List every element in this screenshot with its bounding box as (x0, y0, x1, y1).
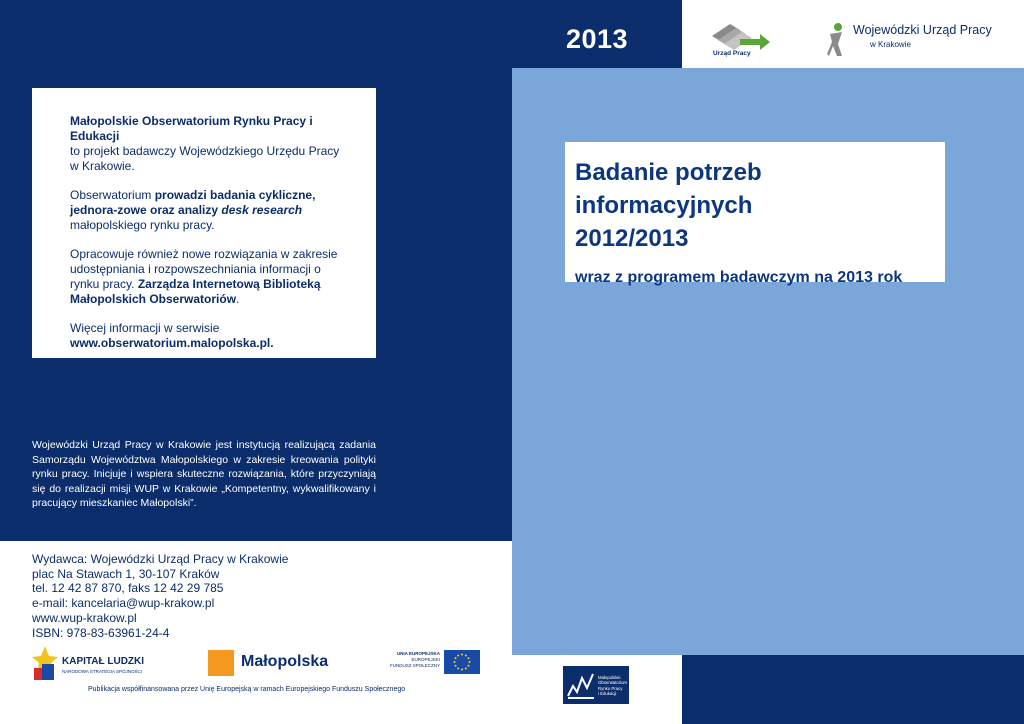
cover-subtitle: wraz z programem badawczym na 2013 rok (575, 269, 903, 286)
publisher-isbn: ISBN: 978-83-63961-24-4 (32, 625, 170, 640)
publisher-name: Wydawca: Wojewódzki Urząd Pracy w Krakowie (32, 552, 289, 566)
eu-label (385, 651, 440, 669)
info-bold-text: Zarządza Internetową Biblioteką Małopolskich Obserwatoriów (70, 277, 321, 306)
info-paragraph-4 (70, 321, 346, 351)
eu-line-1: UNIA EUROPEJSKA (396, 651, 440, 656)
observatory-name: Małopolskie Obserwatorium Rynku Pracy i Edukacji (70, 114, 313, 143)
info-text: Więcej informacji w serwisie (70, 321, 220, 335)
wup-location: w Krakowie (870, 40, 911, 49)
bottom-band (682, 655, 1024, 724)
cover-title-box (565, 142, 945, 286)
cover-title (575, 156, 935, 255)
malopolska-name: Małopolska (241, 653, 329, 670)
observatory-line-3: Rynku Pracy (598, 685, 623, 691)
info-text: to projekt badawczy Wojewódzkiego Urzędu Pracy (70, 144, 340, 158)
info-text: w Krakowie. (70, 159, 135, 173)
kapital-ludzki-subtitle: NARODOWA STRATEGIA SPÓJNOŚCI (62, 669, 143, 674)
observatory-info-box (32, 88, 376, 358)
observatory-line-4: i Edukacji (598, 690, 617, 696)
info-text: . (236, 292, 240, 306)
observatory-line-2: Obserwatorium (598, 680, 628, 686)
info-paragraph-1 (70, 114, 346, 174)
observatory-line-1: Małopolskie (598, 675, 621, 680)
eu-line-3: FUNDUSZ SPOŁECZNY (389, 663, 440, 668)
info-paragraph-2 (70, 188, 346, 233)
urzad-pracy-label: Urząd Pracy (713, 50, 751, 57)
kapital-ludzki-logo-icon (32, 644, 58, 680)
mission-statement: Wojewódzki Urząd Pracy w Krakowie jest instytucją realizującą zadania Samorządu Województwa Małopolskiego w zakresie kreowania polityki rynku pracy. Inicjuje i wspiera skuteczne rozwiązania, które przyczyniają się do realizacji misji WUP w Krakowie „Kompetentny, wykwalifikowany i pracujący mieszkaniec Małopolski”. (32, 439, 376, 509)
publisher-phone: tel. 12 42 87 870, faks 12 42 29 785 (32, 581, 224, 596)
observatory-logo-text (598, 675, 627, 696)
publisher-info (32, 552, 288, 640)
title-line-2: 2012/2013 (575, 225, 689, 252)
info-text: Opracowuje również nowe rozwiązania w zakresie udostępniania i rozpowszechniania informacji o rynku pracy. (70, 247, 338, 291)
desk-research-text: desk research (221, 203, 303, 217)
eu-line-2: EUROPEJSKI (411, 657, 440, 662)
wup-logo-icon (826, 22, 848, 58)
publisher-email[interactable]: e-mail: kancelaria@wup-krakow.pl (32, 596, 215, 611)
title-line-1: Badanie potrzeb informacyjnych (575, 159, 762, 219)
kapital-ludzki-name: KAPITAŁ LUDZKI (62, 656, 145, 667)
funding-logos (30, 642, 490, 682)
observatory-website-link[interactable]: www.obserwatorium.malopolska.pl. (70, 336, 274, 350)
info-paragraph-3 (70, 247, 346, 307)
publisher-address: plac Na Stawach 1, 30-107 Kraków (32, 566, 220, 581)
year-label: 2013 (566, 24, 629, 54)
wup-name: Wojewódzki Urząd Pracy (853, 23, 992, 37)
info-bold-text: prowadzi badania cykliczne, jednora-zowe oraz analizy (70, 188, 316, 217)
cofinancing-note: Publikacja współfinansowana przez Unię Europejską w ramach Europejskiego Funduszu Społecznego (88, 686, 406, 693)
malopolska-logo-icon (208, 650, 234, 676)
info-text: Obserwatorium (70, 188, 155, 202)
info-text: małopolskiego rynku pracy. (70, 218, 215, 232)
publisher-website[interactable]: www.wup-krakow.pl (32, 610, 137, 625)
eu-flag-icon (444, 650, 480, 674)
